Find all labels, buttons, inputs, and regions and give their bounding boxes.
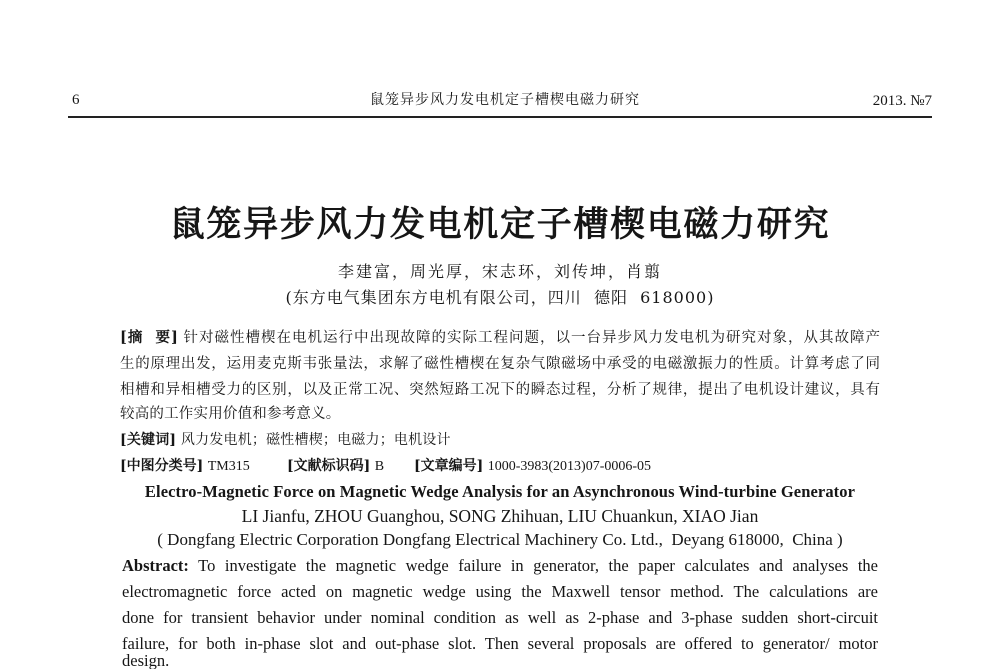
abstract-en-text: design.: [122, 652, 170, 669]
keywords-cn-text: 风力发电机；磁性槽楔；电磁力；电机设计: [180, 432, 451, 448]
abstract-en-text: failure, for both in-phase slot and out-phase slot. Then several proposals are offered to generator/ motor: [122, 634, 878, 653]
document-code: [287, 456, 384, 476]
running-title: 鼠笼异步风力发电机定子槽楔电磁力研究: [370, 92, 640, 108]
affiliation-cn: (东方电气集团东方电机有限公司，四川 德阳 618000): [285, 288, 715, 307]
abstract-en-line: [122, 652, 878, 669]
abstract-cn-text: 较高的工作实用价值和参考意义。: [120, 406, 341, 422]
clc-label: [中图分类号]: [120, 458, 204, 474]
abstract-cn-text: 生的原理出发，运用麦克斯韦张量法，求解了磁性槽楔在复杂气隙磁场中承受的电磁激振力的性质。计算考虑了同: [120, 356, 880, 372]
abstract-cn-line: [120, 354, 880, 374]
clc-number: [120, 456, 250, 476]
keywords-cn-label: [关键词]: [120, 432, 177, 448]
abstract-cn-line: [120, 380, 880, 400]
issue-number: 2013. №7: [872, 93, 932, 109]
abstract-cn-text: 相槽和异相槽受力的区别，以及正常工况、突然短路工况下的瞬态过程，分析了规律，提出了电机设计建议，具有: [120, 382, 880, 398]
abstract-en-text: done for transient behavior under nominal condition as well as 2-phase and 3-phase sudden short-circuit: [122, 608, 878, 627]
abstract-cn-label: [摘 要]: [120, 329, 178, 346]
document-code-value: B: [374, 459, 385, 474]
abstract-en-text: electromagnetic force acted on magnetic wedge using the Maxwell tensor method. The calculations are: [122, 582, 878, 601]
header-rule: [68, 116, 932, 118]
abstract-en-line: [122, 607, 878, 629]
article-number-label: [文章编号]: [414, 458, 484, 474]
authors-cn: 李建富，周光厚，宋志环，刘传坤，肖翦: [337, 262, 662, 281]
article-number: [414, 456, 651, 476]
paper-title-en: Electro-Magnetic Force on Magnetic Wedge Analysis for an Asynchronous Wind-turbine Generator: [144, 482, 856, 501]
paper-title-cn: 鼠笼异步风力发电机定子槽楔电磁力研究: [169, 205, 831, 245]
authors-en: LI Jianfu, ZHOU Guanghou, SONG Zhihuan, LIU Chuankun, XIAO Jian: [241, 506, 759, 526]
document-code-label: [文献标识码]: [287, 458, 371, 474]
keywords-cn: [120, 430, 880, 450]
affiliation-en: ( Dongfang Electric Corporation Dongfang Electrical Machinery Co. Ltd., Deyang 618000, China ): [157, 530, 843, 549]
abstract-en-line: [122, 555, 878, 577]
abstract-cn-line: [120, 328, 880, 348]
article-number-value: 1000-3983(2013)07-0006-05: [487, 459, 652, 474]
abstract-cn-line: [120, 404, 880, 424]
abstract-en-line: [122, 581, 878, 603]
abstract-en-text: To investigate the magnetic wedge failure in generator, the paper calculates and analyses the: [198, 556, 878, 575]
clc-value: TM315: [207, 459, 250, 474]
abstract-en-label: Abstract:: [122, 556, 189, 575]
page-number: 6: [72, 92, 80, 108]
abstract-cn-text: 针对磁性槽楔在电机运行中出现故障的实际工程问题，以一台异步风力发电机为研究对象，从其故障产: [183, 330, 880, 346]
